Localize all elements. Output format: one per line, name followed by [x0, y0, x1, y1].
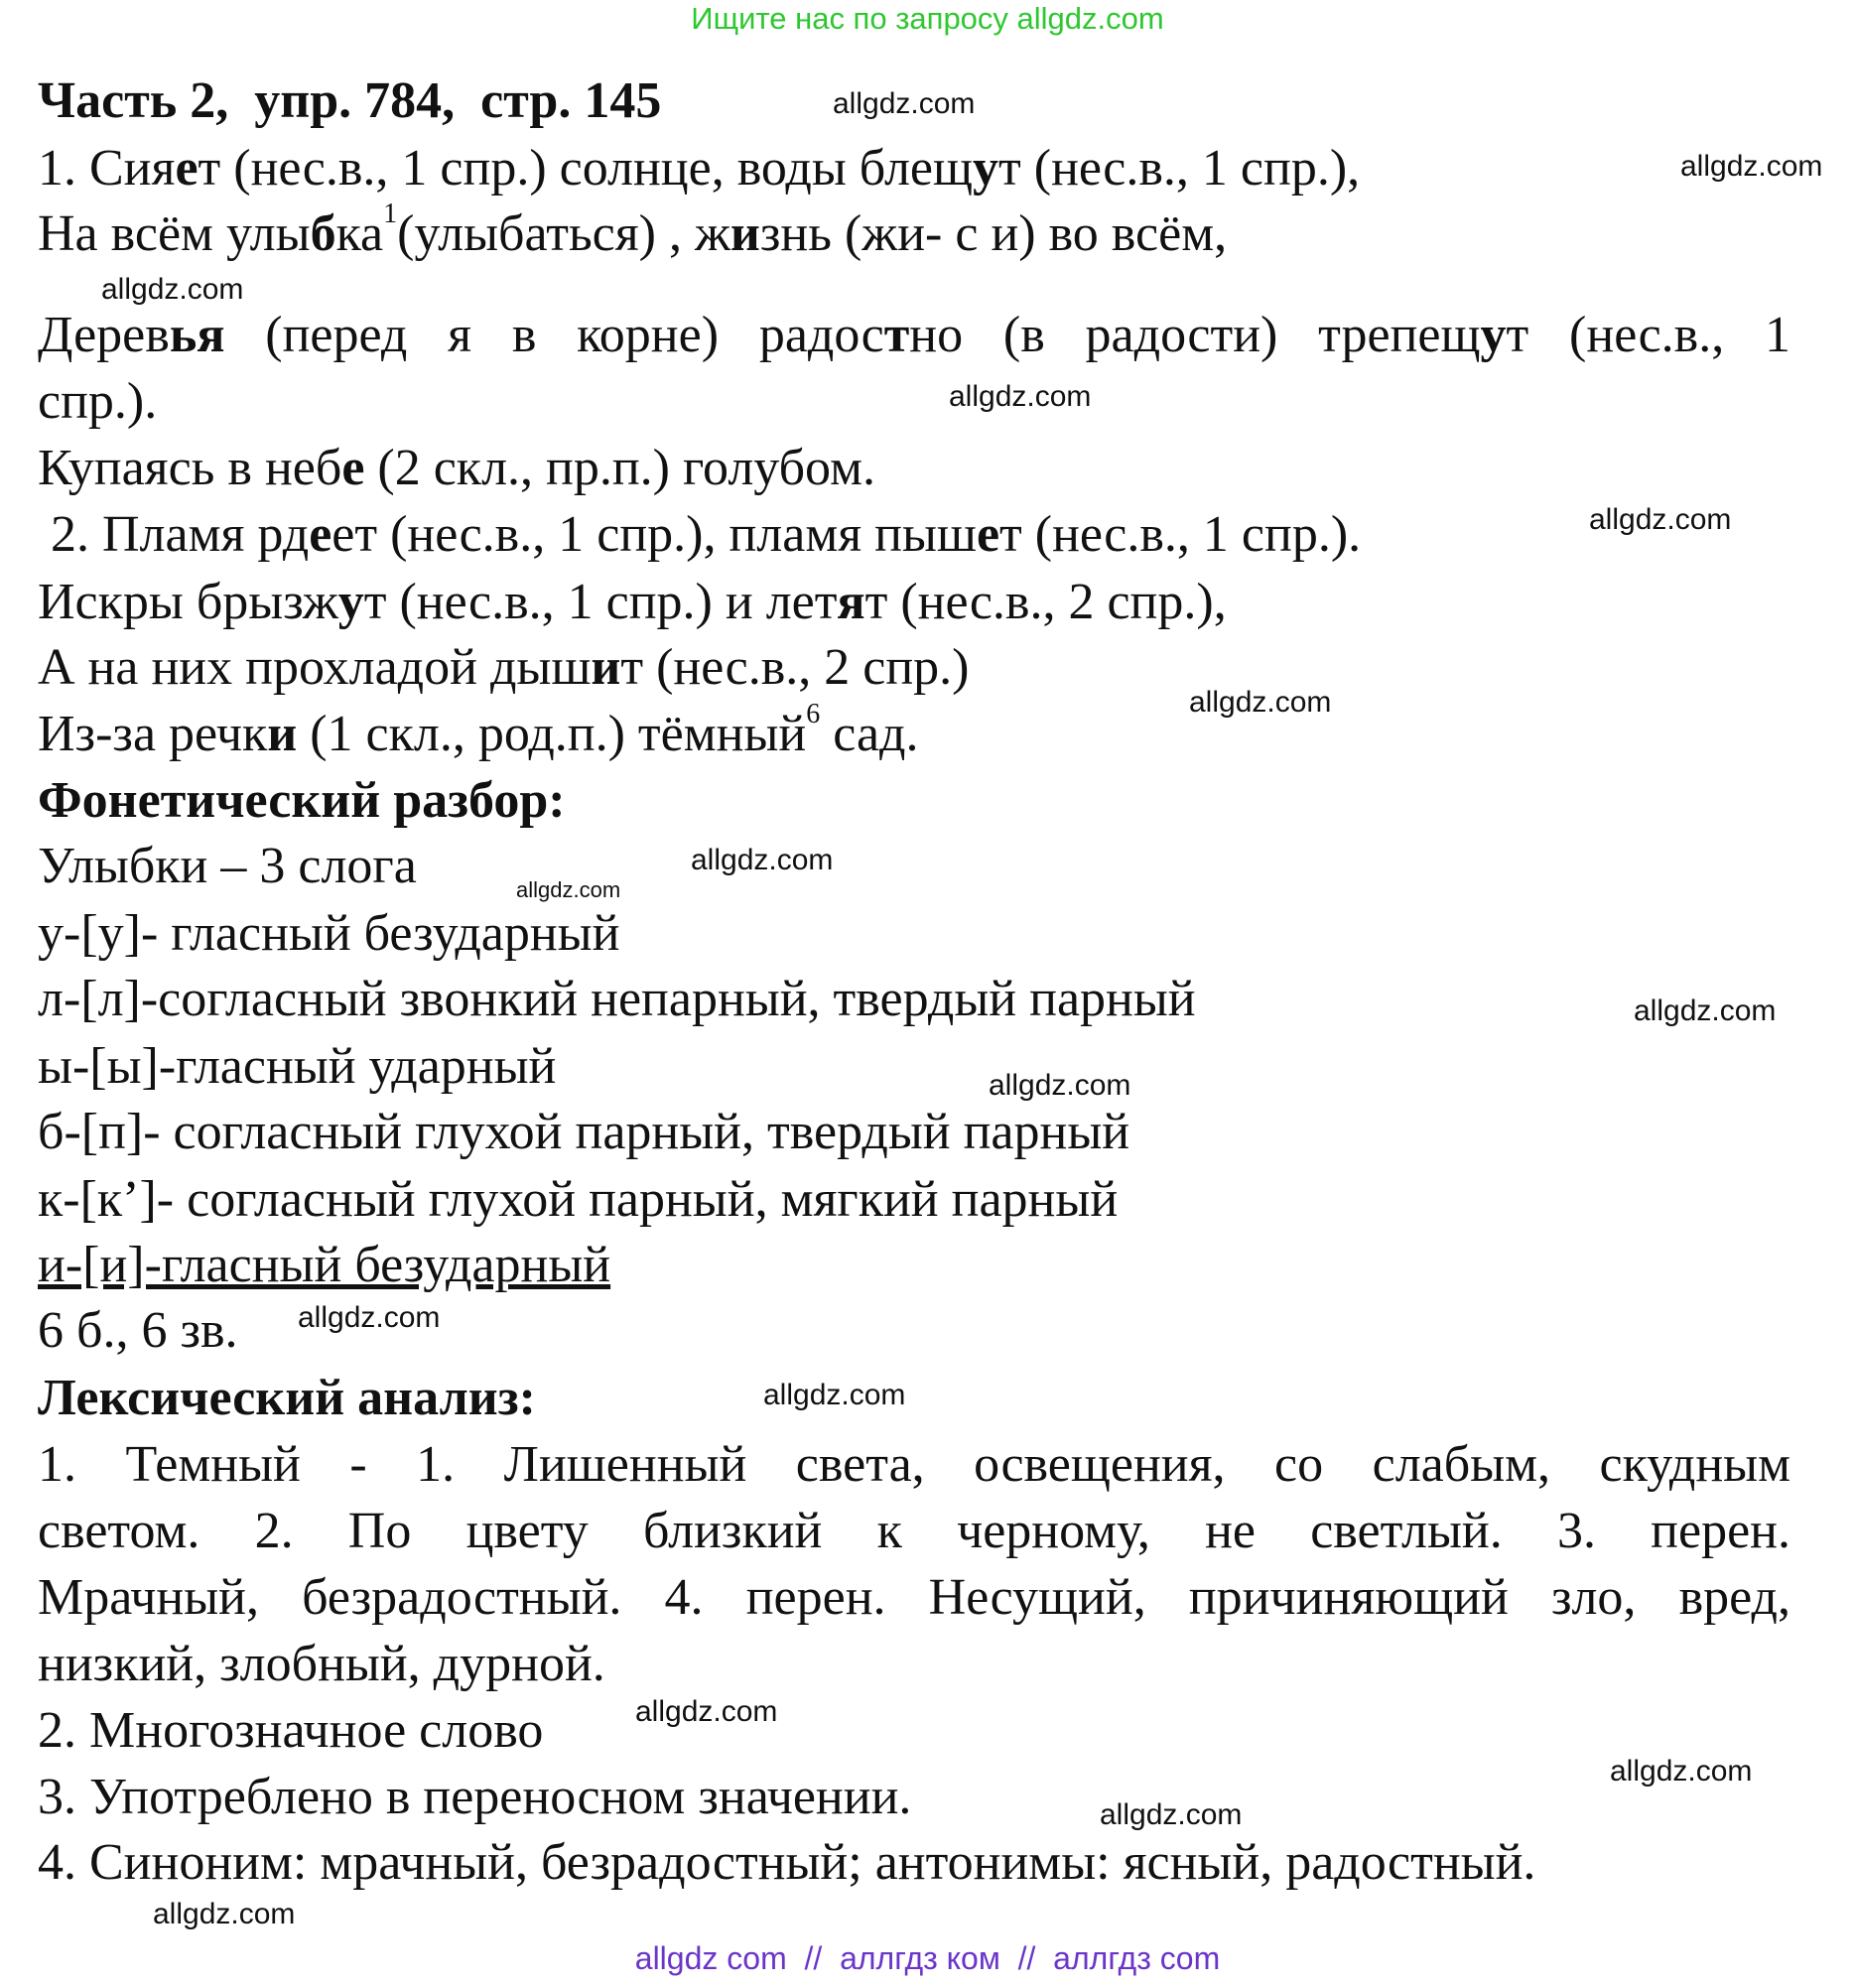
text-segment: б-[п]- согласный глухой парный, твердый парный	[38, 1104, 1130, 1160]
text-segment: знь (жи- с и) во всём,	[759, 205, 1228, 262]
highlighted-text: Лексический анализ:	[38, 1370, 536, 1426]
text-segment: но (в радости) трепещ	[909, 307, 1481, 363]
text-segment: Улыбки – 3 слога	[38, 838, 417, 894]
highlighted-text: е	[175, 140, 199, 197]
text-segment: (1 скл., род.п.) тёмный	[297, 706, 807, 762]
text-segment: Из-за речк	[38, 706, 268, 762]
highlighted-text: т	[883, 307, 910, 363]
text-segment: Мрачный, безрадостный. 4. перен. Несущий, причиняющий зло, вред,	[38, 1569, 1790, 1626]
text-segment: у-[у]- гласный безударный	[38, 905, 620, 962]
highlighted-text: у	[973, 140, 999, 197]
text-segment: т (нес.в., 2 спр.),	[864, 574, 1227, 630]
text-line	[38, 1301, 238, 1361]
text-line	[38, 1568, 1790, 1628]
highlighted-text: ья	[169, 307, 225, 363]
text-line	[38, 139, 1360, 199]
text-segment: 4. Синоним: мрачный, безрадостный; антонимы: ясный, радостный.	[38, 1834, 1536, 1891]
watermark: allgdz.com	[1610, 1755, 1753, 1788]
text-segment: л-[л]-согласный звонкий непарный, твердый парный	[38, 971, 1196, 1027]
text-line	[38, 1037, 556, 1097]
watermark: allgdz.com	[691, 844, 834, 876]
text-segment: Искры брызж	[38, 574, 338, 630]
watermark: allgdz.com	[635, 1695, 778, 1728]
text-line	[38, 1103, 1129, 1162]
text-line	[38, 1502, 1790, 1561]
watermark: allgdz.com	[516, 877, 621, 902]
watermark: allgdz.com	[1634, 994, 1777, 1027]
text-line	[38, 1170, 1118, 1230]
footer-links: allgdz com // аллгдз ком // аллгдз com	[634, 1940, 1221, 1976]
text-line	[38, 699, 919, 764]
highlighted-text: у	[337, 574, 364, 630]
watermark: allgdz.com	[1680, 150, 1823, 183]
text-segment: 3. Употреблено в переносном значении.	[38, 1769, 912, 1825]
watermark: allgdz.com	[833, 87, 976, 120]
highlighted-text: б	[310, 205, 336, 262]
text-segment: 6 б., 6 зв.	[38, 1302, 238, 1359]
text-segment: ет (нес.в., 1 спр.), пламя пыш	[331, 506, 977, 563]
highlighted-text: е	[341, 440, 365, 496]
text-segment: (перед я в корне) радос	[224, 307, 884, 363]
text-line	[38, 306, 1790, 365]
text-segment: т (нес.в., 2 спр.)	[620, 639, 970, 696]
text-line	[38, 1768, 911, 1827]
highlighted-text: е	[976, 506, 1000, 563]
text-segment: т (нес.в., 1 спр.) и лет	[363, 574, 838, 630]
text-segment: ка	[335, 205, 384, 262]
highlighted-text: и	[267, 706, 298, 762]
text-line	[38, 573, 1227, 632]
text-segment: На всём улы	[38, 205, 311, 262]
highlighted-text: я	[837, 574, 865, 630]
text-line	[38, 439, 875, 498]
text-line	[38, 372, 157, 432]
text-line	[38, 1236, 610, 1295]
text-segment: спр.).	[38, 373, 158, 430]
text-segment: (2 скл., пр.п.) голубом.	[364, 440, 875, 496]
text-segment: Купаясь в неб	[38, 440, 342, 496]
text-line	[38, 1833, 1535, 1893]
search-banner: Ищите нас по запросу allgdz.com	[691, 1, 1164, 36]
text-segment: к-[к’]- согласный глухой парный, мягкий парный	[38, 1171, 1119, 1228]
text-line	[38, 904, 619, 964]
text-segment: т (нес.в., 1	[1506, 307, 1790, 363]
text-segment: т (нес.в., 1 спр.).	[999, 506, 1362, 563]
highlighted-text: Фонетический разбор:	[38, 772, 566, 829]
text-segment: т (нес.в., 1 спр.),	[998, 140, 1361, 197]
text-line	[38, 837, 417, 896]
exercise-title	[38, 71, 661, 131]
text-segment: А на них прохладой дыш	[38, 639, 592, 696]
watermark: allgdz.com	[153, 1898, 296, 1930]
text-line	[38, 638, 969, 698]
watermark: allgdz.com	[1589, 503, 1732, 536]
text-line	[38, 970, 1196, 1029]
highlighted-text: и	[729, 205, 760, 262]
watermark: allgdz.com	[949, 380, 1092, 413]
highlighted-text: и	[591, 639, 621, 696]
text-line	[38, 505, 1361, 565]
section-heading-phonetic	[38, 771, 566, 831]
text-segment: 2. Многозначное слово	[38, 1702, 544, 1759]
text-segment: и-[и]-гласный безударный	[38, 1237, 611, 1293]
watermark: allgdz.com	[298, 1301, 441, 1334]
text-segment: светом. 2. По цвету близкий к черному, не светлый. 3. перен.	[38, 1503, 1790, 1559]
text-segment: т (нес.в., 1 спр.) солнце, воды блещ	[198, 140, 974, 197]
text-segment: 2. Пламя рд	[38, 506, 310, 563]
text-line	[38, 1635, 605, 1694]
section-heading-lexical	[38, 1369, 536, 1428]
text-line	[38, 1435, 1790, 1495]
watermark: allgdz.com	[989, 1069, 1131, 1102]
text-segment: 1. Сия	[38, 140, 176, 197]
highlighted-text: Часть 2, упр. 784, стр. 145	[38, 72, 662, 129]
watermark: allgdz.com	[1100, 1798, 1243, 1831]
text-segment: низкий, злобный, дурной.	[38, 1636, 605, 1692]
text-segment: 1. Темный - 1. Лишенный света, освещения, со слабым, скудным	[38, 1436, 1790, 1493]
text-segment: ы-[ы]-гласный ударный	[38, 1038, 557, 1095]
highlighted-text: е	[309, 506, 332, 563]
text-segment: (улыбаться) , ж	[397, 205, 730, 262]
text-segment: сад.	[820, 706, 919, 762]
watermark: allgdz.com	[1189, 686, 1332, 719]
footnote-marker: 6	[806, 699, 821, 729]
highlighted-text: у	[1480, 307, 1507, 363]
text-line	[38, 1701, 543, 1761]
watermark: allgdz.com	[763, 1379, 906, 1411]
text-segment: Дерев	[38, 307, 170, 363]
footnote-marker: 1	[383, 199, 398, 229]
text-line	[38, 199, 1228, 264]
watermark: allgdz.com	[101, 273, 244, 306]
